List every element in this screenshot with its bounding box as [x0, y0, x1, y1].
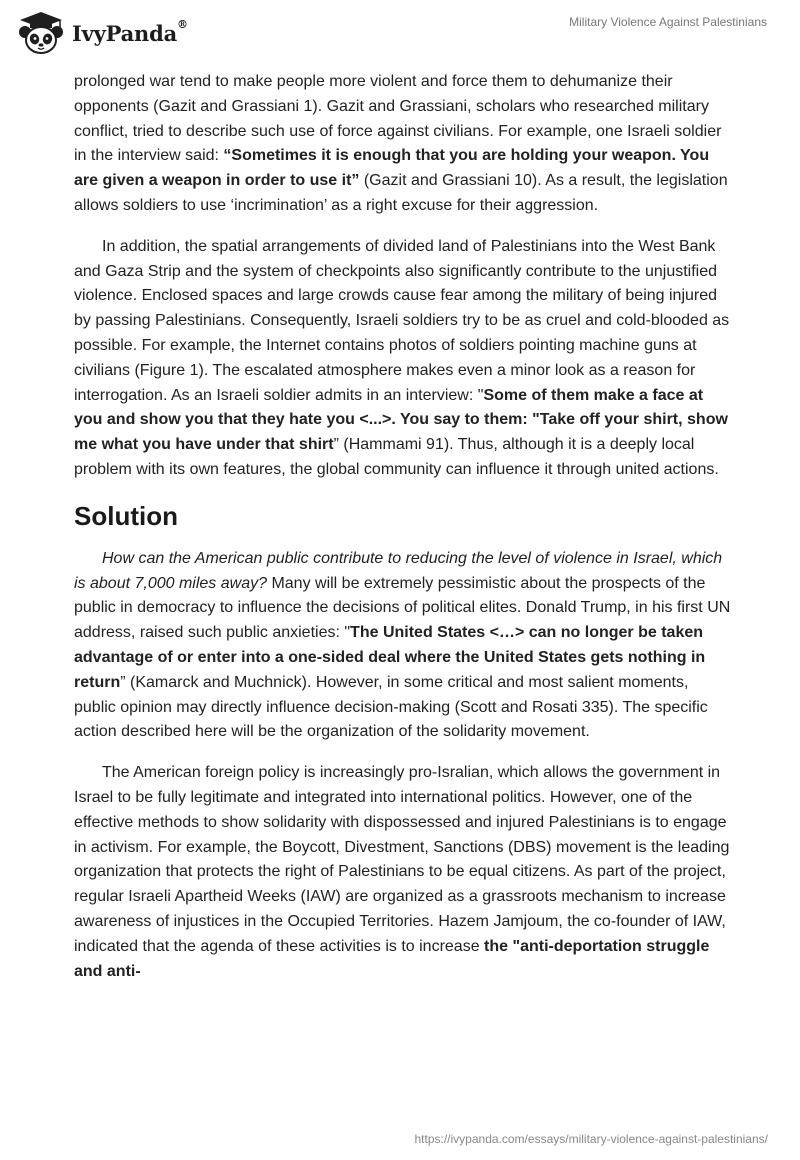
registered-mark: ®: [177, 17, 188, 31]
quote-bold: the "anti-deportation struggle and anti-: [74, 937, 710, 980]
logo[interactable]: [12, 10, 188, 56]
page-header: [0, 0, 800, 70]
paragraph-4: The American foreign policy is increasingly pro-Isralian, which allows the government in Israel to be fully legitimate and integrated into international politics. However, one of the effective methods to show solidarity with dispossessed and injured Palestinians is to engage in activism. For example, the Boycott, Divestment, Sanctions (DBS) movement is the leading organization that protects the right of Palestinians to be equal citizens. As part of the project, regular Israeli Apartheid Weeks (IAW) are organized as a grassroots mechanism to increase awareness of injustices in the Occupied Territories. Hazem Jamjoum, the co-founder of IAW, indicated that the agenda of these activities is to increase the "anti-deportation struggle and anti-: [74, 764, 730, 980]
paragraph-3: How can the American public contribute to reducing the level of violence in Israel, which is about 7,000 miles away? Many will be extremely pessimistic about the prospects of the public in democracy to influence the decisions of political elites. Donald Trump, in his first UN address, raised such public anxieties: "The United States <…> can no longer be taken advantage of or enter into a one-sided deal where the United States gets nothing in return” (Kamarck and Muchnick). However, in some critical and most salient moments, public opinion may directly influence decision-making (Scott and Rosati 335). The specific action described here will be the organization of the solidarity movement.: [74, 549, 731, 741]
document-title: Military Violence Against Palestinians: [569, 15, 767, 29]
paragraph-2: In addition, the spatial arrangements of divided land of Palestinians into the West Bank and Gaza Strip and the system of checkpoints also significantly contribute to the unjustified violence. Enclosed spaces and large crowds cause fear among the military of being injured by passing Palestinians. Consequently, Israeli soldiers try to be as cruel and cold-blooded as possible. For example, the Internet contains photos of soldiers pointing machine guns at civilians (Figure 1). The escalated atmosphere makes even a minor look as a reason for interrogation. As an Israeli soldier admits in an interview: "Some of them make a face at you and show you that they hate you <...>. You say to them: "Take off your shirt, show me what you have under that shirt” (Hammami 91). Thus, although it is a deeply local problem with its own features, the global community can influence it through united actions.: [74, 237, 730, 478]
section-heading: Solution: [74, 500, 178, 531]
quote-bold: Some of them make a face at you and show you that they hate you <...>. You say to them: "Take off your shirt, show me what you have under that shirt: [74, 386, 728, 454]
quote-bold: “Sometimes it is enough that you are holding your weapon. You are given a weapon in order to use it”: [74, 147, 710, 190]
quote-bold: The United States <…> can no longer be taken advantage of or enter into a one-sided deal where the United States gets nothing in return: [74, 624, 706, 691]
logo-text: IvyPanda®: [72, 17, 188, 46]
paragraph-1: prolonged war tend to make people more violent and force them to dehumanize their opponents (Gazit and Grassiani 1). Gazit and Grassiani, scholars who researched military conflict, tried to describe such use of force against civilians. For example, one Israeli soldier in the interview said: “Sometimes it is enough that you are holding your weapon. You are given a weapon in order to use it” (Gazit and Grassiani 10). As a result, the legislation allows soldiers to use ‘incrimination’ as a right excuse for their aggression.: [74, 73, 728, 214]
footer-url-link[interactable]: https://ivypanda.com/essays/military-violence-against-palestinians/: [414, 1132, 768, 1146]
essay-body: [74, 70, 734, 1000]
italic-question: How can the American public contribute to reducing the level of violence in Israel, which is about 7,000 miles away?: [74, 549, 723, 592]
panda-logo-icon: [12, 10, 70, 56]
